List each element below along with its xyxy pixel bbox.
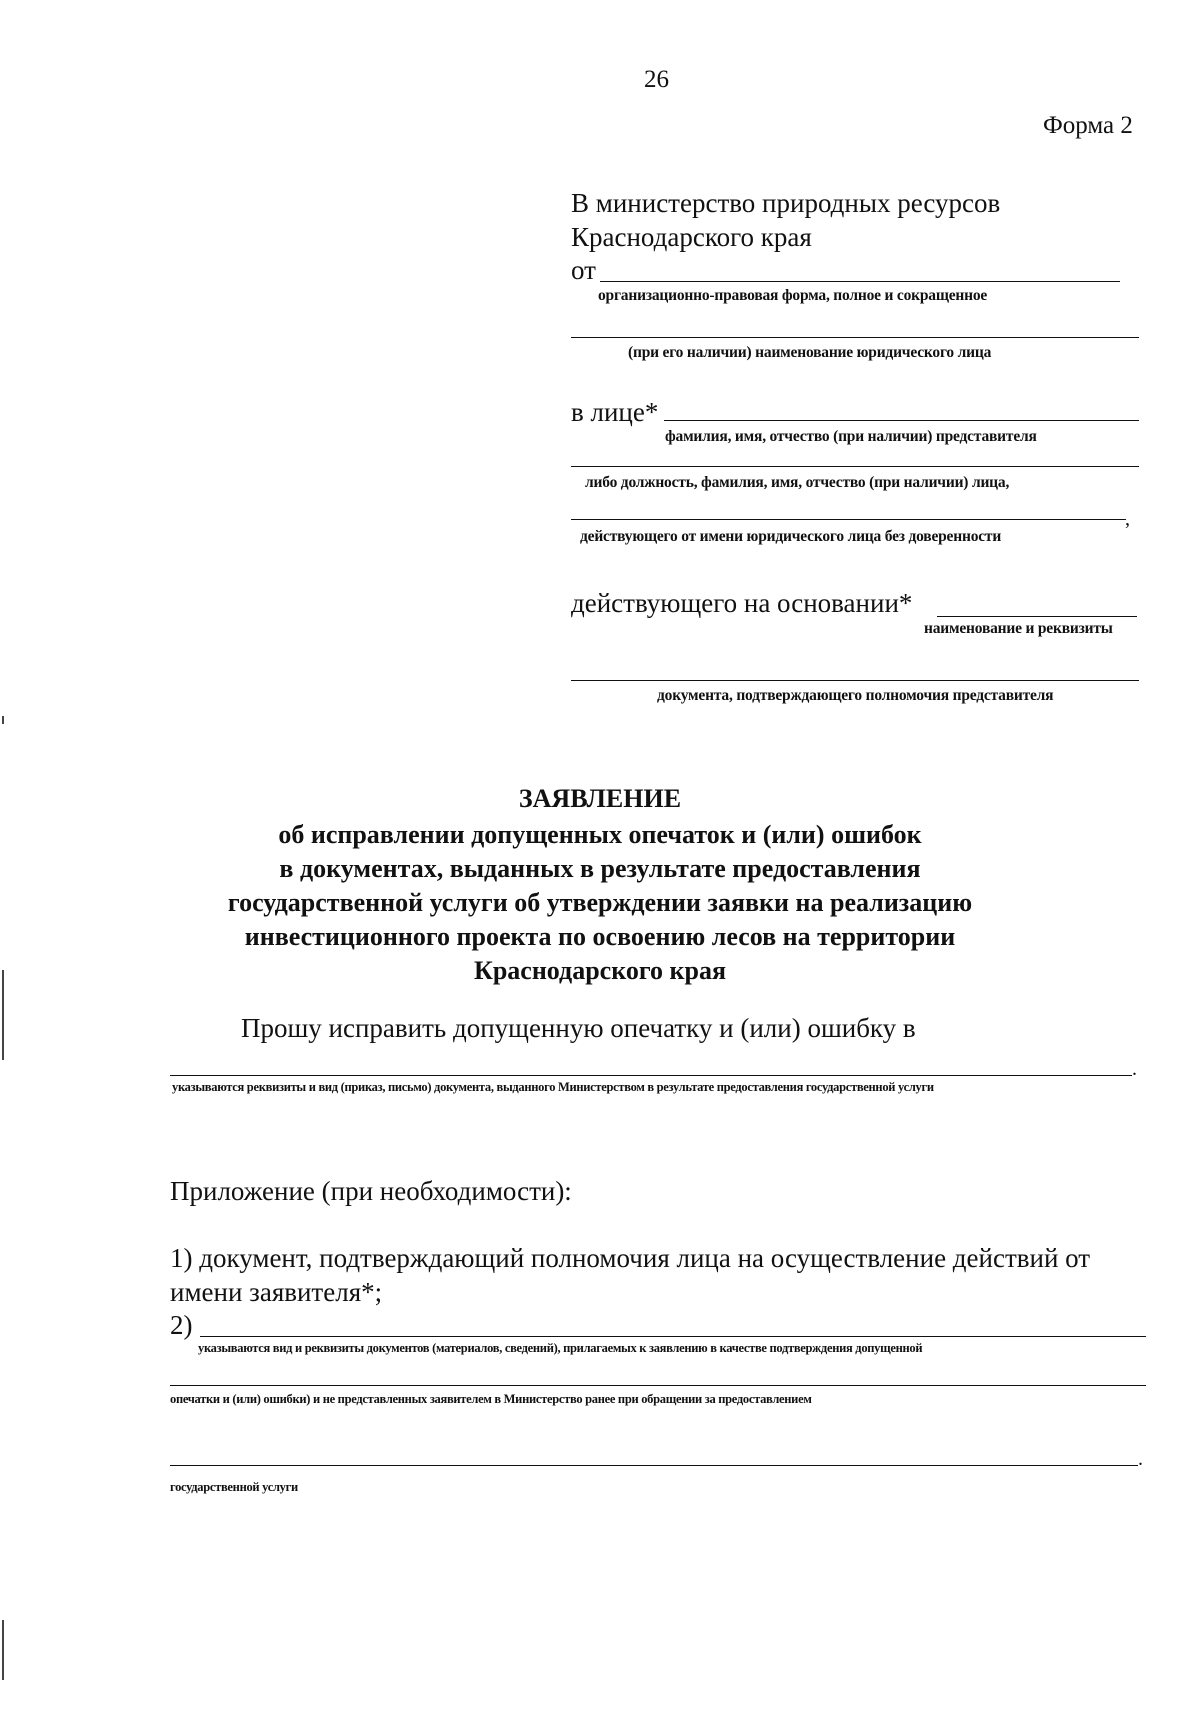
title-line-2: об исправлении допущенных опечаток и (или) ошибок xyxy=(278,820,922,849)
scan-mark xyxy=(2,716,4,724)
title-line-6: Краснодарского края xyxy=(473,956,727,985)
attachment-continuation-line-2[interactable] xyxy=(170,1465,1138,1466)
person-label: в лице* xyxy=(571,397,659,427)
acting-fill-line[interactable] xyxy=(571,519,1126,520)
from-fill-line[interactable] xyxy=(600,281,1120,282)
caption-acting: действующего от имени юридического лица без доверенности xyxy=(580,528,1002,545)
position-fill-line[interactable] xyxy=(571,466,1139,467)
page-number: 26 xyxy=(644,66,669,93)
scan-mark xyxy=(2,1620,4,1680)
caption-item2-line-2: опечатки и (или) ошибки) и не представленных заявителем в Министерство ранее при обращении за предоставлением xyxy=(170,1392,812,1406)
caption-representative: фамилия, имя, отчество (при наличии) представителя xyxy=(665,428,1037,445)
representative-fill-line[interactable] xyxy=(664,420,1139,421)
caption-basis-name: наименование и реквизиты xyxy=(924,620,1113,637)
attachment-item-1-line-2: имени заявителя*; xyxy=(170,1277,383,1307)
caption-position: либо должность, фамилия, имя, отчество (при наличии) лица, xyxy=(585,474,1010,491)
attachments-heading: Приложение (при необходимости): xyxy=(170,1176,572,1206)
caption-request: указываются реквизиты и вид (приказ, письмо) документа, выданного Министерством в результате предоставления государственной услуги xyxy=(172,1080,934,1094)
attachment-item-2-fill-line[interactable] xyxy=(200,1336,1146,1337)
basis-label: действующего на основании* xyxy=(571,588,913,618)
title-line-4: государственной услуги об утверждении заявки на реализацию xyxy=(227,888,973,917)
org-name-fill-line[interactable] xyxy=(571,337,1139,338)
caption-org-name: (при его наличии) наименование юридического лица xyxy=(628,344,992,361)
from-label: от xyxy=(571,255,596,285)
scan-mark xyxy=(2,970,4,1060)
title-line-3: в документах, выданных в результате предоставления xyxy=(279,854,921,883)
request-text: Прошу исправить допущенную опечатку и (или) ошибку в xyxy=(241,1013,916,1043)
addressee-line-1: В министерство природных ресурсов xyxy=(571,188,1001,218)
caption-org-form: организационно-правовая форма, полное и сокращенное xyxy=(598,287,988,304)
caption-item2-line-1: указываются вид и реквизиты документов (материалов, сведений), прилагаемых к заявлению в качестве подтверждения допущенной xyxy=(198,1341,923,1355)
addressee-line-2: Краснодарского края xyxy=(571,222,812,252)
request-fill-line[interactable] xyxy=(170,1075,1132,1076)
form-label: Форма 2 xyxy=(1043,112,1133,139)
document-title: ЗАЯВЛЕНИЕ xyxy=(518,784,682,813)
title-line-5: инвестиционного проекта по освоению лесов на территории xyxy=(244,922,956,951)
caption-basis-doc: документа, подтверждающего полномочия представителя xyxy=(657,687,1054,704)
caption-item2-line-3: государственной услуги xyxy=(170,1480,298,1494)
basis-doc-fill-line[interactable] xyxy=(571,680,1139,681)
basis-fill-line[interactable] xyxy=(937,616,1137,617)
attachment-item-1-line-1: 1) документ, подтверждающий полномочия лица на осуществление действий от xyxy=(170,1243,1091,1273)
attachment-continuation-line-1[interactable] xyxy=(170,1385,1146,1386)
attachment-item-2-label: 2) xyxy=(170,1310,193,1340)
